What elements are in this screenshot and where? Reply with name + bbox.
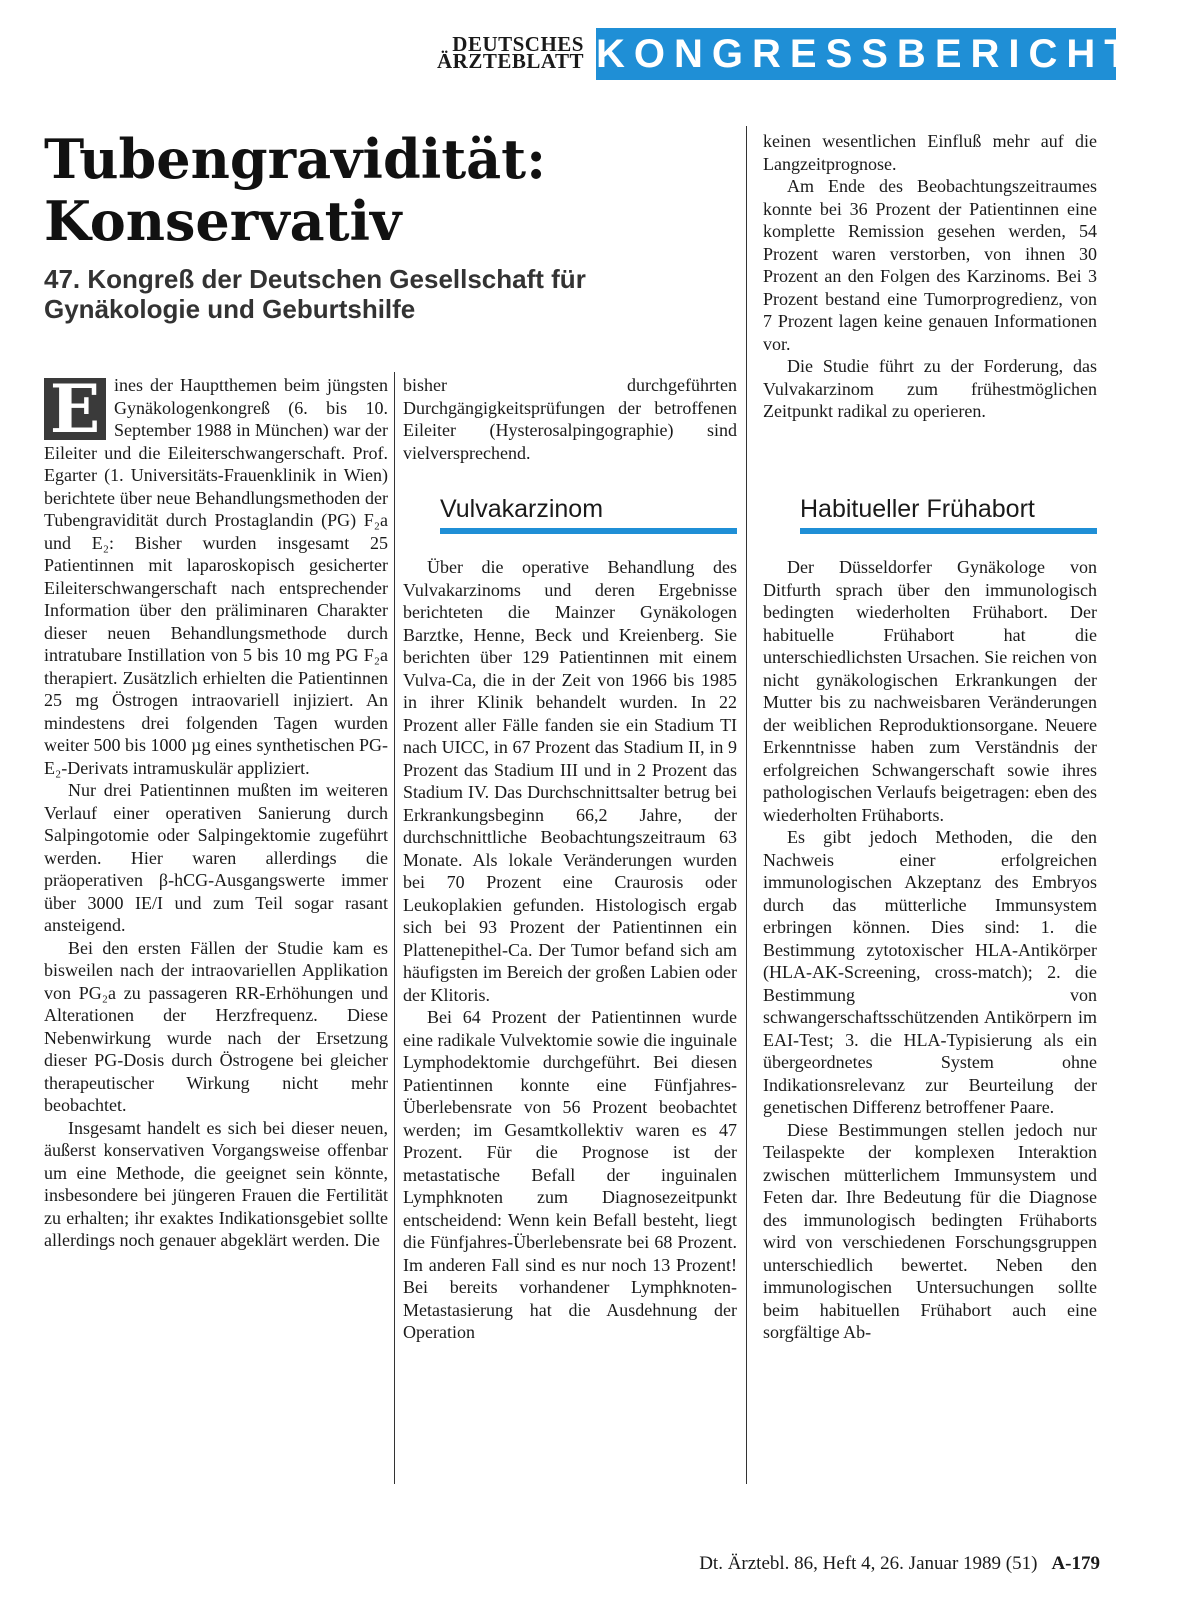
section-banner: KONGRESSBERICHT [596, 28, 1116, 80]
paragraph: ines der Hauptthemen beim jüngsten Gynäkologenkongreß (6. bis 10. September 1988 in München) war der Eileiter und die Eileiterschwangerschaft. Prof. Egarter (1. Universitäts-Frauenklinik in Wien) berichtete über neue Behandlungsmethoden der Tubengravidität durch Prostaglandin (PG) F₂a und E₂: Bisher wurden insgesamt 25 Patientinnen mit laparoskopisch gesicherter Eileiterschwangerschaft nach entsprechender Information über den präliminaren Charakter dieser neuen Behandlungsmethode durch intratubare Instillation von 5 bis 10 mg PG F₂a therapiert. Zusätzlich erhielten die Patientinnen 25 mg Östrogen intraovariell injiziert. An mindestens drei folgenden Tagen wurden weiter 500 bis 1000 µg eines synthetischen PG-E₂-Derivats intramuskulär appliziert. [44, 375, 388, 778]
journal-logo [416, 32, 584, 73]
paragraph: Bei den ersten Fällen der Studie kam es bisweilen nach der intraovariellen Applikation von PG₂a zu passageren RR-Erhöhungen und Alterationen der Herzfrequenz. Diese Nebenwirkung wurde nach der Ersetzung dieser PG-Dosis durch Östrogene bei gleicher therapeutischer Wirkung nicht mehr beobachtet. [44, 937, 388, 1115]
text-column-2-continued [403, 556, 737, 1344]
column-divider-1 [394, 372, 395, 1484]
paragraph: Am Ende des Beobachtungszeitraumes konnte bei 36 Prozent der Patientinnen eine komplette Remission gesehen werden, 54 Prozent waren verstorben, von ihnen 30 Prozent an den Folgen des Karzinoms. Bei 3 Prozent bestand eine Tumorprogredienz, von 7 Prozent lagen keine genauen Informationen vor. [763, 176, 1097, 354]
text-column-3 [763, 130, 1097, 423]
page-number: A-179 [1051, 1553, 1100, 1574]
article-subtitle [44, 264, 724, 324]
title-line-1: Tubengravidität: [44, 127, 547, 191]
paragraph: keinen wesentlichen Einfluß mehr auf die Langzeitprognose. [763, 131, 1097, 174]
paragraph: Es gibt jedoch Methoden, die den Nachweis einer erfolgreichen immunologischen Akzeptanz des Embryos durch das mütterliche Immunsystem erbringen können. Dies sind: 1. die Bestimmung zytotoxischer HLA-Antikörper (HLA-AK-Screening, cross-match); 2. die Bestimmung von schwangerschaftsschützenden Antikörpern im EAI-Test; 3. die HLA-Typisierung als ein übergeordnetes System ohne Indikationsrelevanz zur Beurteilung der genetischen Differenz betroffener Paare. [763, 827, 1097, 1117]
column-divider-2 [746, 126, 747, 1484]
section-heading-vulvakarzinom: Vulvakarzinom [440, 494, 737, 534]
text-column-3-continued [763, 556, 1097, 1344]
page-footer [560, 1552, 1100, 1576]
paragraph: Über die operative Behandlung des Vulvakarzinoms und deren Ergebnisse berichteten die Mainzer Gynäkologen Barztke, Henne, Beck und Kreienberg. Sie berichten über 129 Patientinnen mit einem Vulva-Ca, die in der Zeit von 1966 bis 1985 in ihrer Klinik behandelt wurden. In 22 Prozent aller Fälle fanden sie ein Stadium TI nach UICC, in 67 Prozent das Stadium II, in 9 Prozent das Stadium III und in 2 Prozent das Stadium IV. Das Durchschnittsalter betrug bei Erkrankungsbeginn 66,2 Jahre, der durchschnittliche Beobachtungszeitraum 63 Monate. Als lokale Veränderungen wurden bei 70 Prozent eine Craurosis oder Leukoplakien gefunden. Histologisch ergab sich bei 93 Prozent der Patientinnen ein Plattenepithel-Ca. Der Tumor befand sich am häufigsten im Bereich der großen Labien oder der Klitoris. [403, 557, 737, 1005]
paragraph: bisher durchgeführten Durchgängigkeitsprüfungen der betroffenen Eileiter (Hysterosalpingographie) sind vielversprechend. [403, 375, 737, 463]
paragraph: Die Studie führt zu der Forderung, das Vulvakarzinom zum frühestmöglichen Zeitpunkt radikal zu operieren. [763, 356, 1097, 421]
subtitle-line-2: Gynäkologie und Geburtshilfe [44, 294, 416, 324]
article-title [44, 128, 744, 252]
paragraph: Diese Bestimmungen stellen jedoch nur Teilaspekte der komplexen Interaktion zwischen mütterlichem Immunsystem und Feten dar. Ihre Bedeutung für die Diagnose des immunologisch bedingten Frühaborts wird von verschiedenen Forschungsgruppen unterschiedlich bewertet. Neben den immunologischen Untersuchungen sollte beim habituellen Frühabort auch eine sorgfältige Ab- [763, 1119, 1097, 1342]
citation: Dt. Ärztebl. 86, Heft 4, 26. Januar 1989 (51) [699, 1553, 1038, 1574]
text-column-1 [44, 370, 388, 1252]
logo-line-1: DEUTSCHES [452, 32, 584, 56]
text-column-2 [403, 374, 737, 464]
title-line-2: Konservativ [44, 189, 402, 253]
subtitle-line-1: 47. Kongreß der Deutschen Gesellschaft für [44, 264, 586, 294]
section-heading-habitueller-fruehabort: Habitueller Frühabort [800, 494, 1097, 534]
paragraph: Bei 64 Prozent der Patientinnen wurde eine radikale Vulvektomie sowie die inguinale Lymphodektomie durchgeführt. Bei diesen Patientinnen konnte eine Fünfjahres-Überlebensrate von 56 Prozent beobachtet werden; im Gesamtkollektiv waren es 47 Prozent. Für die Prognose ist der metastatische Befall der inguinalen Lymphknoten zum Diagnosezeitpunkt entscheidend: Wenn kein Befall besteht, liegt die Fünfjahres-Überlebensrate bei 68 Prozent. Im anderen Fall sind es nur noch 13 Prozent! Bei bereits vorhandener Lymphknoten-Metastasierung hat die Ausdehnung der Operation [403, 1007, 737, 1342]
paragraph: Nur drei Patientinnen mußten im weiteren Verlauf einer operativen Sanierung durch Salpingotomie oder Salpingektomie zugeführt werden. Hier waren allerdings die präoperativen β-hCG-Ausgangswerte immer über 3000 IE/I und zum Teil sogar rasant ansteigend. [44, 780, 388, 935]
drop-cap: E [44, 378, 106, 440]
masthead [416, 28, 1138, 80]
paragraph: Insgesamt handelt es sich bei dieser neuen, äußerst konservativen Vorgangsweise offenbar um eine Methode, die geeignet sein könnte, insbesondere bei jüngeren Frauen die Fertilität zu erhalten; ihr exaktes Indikationsgebiet sollte allerdings noch genauer abgeklärt werden. Die [44, 1117, 388, 1250]
logo-line-2: ÄRZTEBLATT [437, 49, 584, 73]
paragraph: Der Düsseldorfer Gynäkologe von Ditfurth sprach über den immunologisch bedingten wiederholten Frühabort. Der habituelle Frühabort hat die unterschiedlichsten Ursachen. Sie reichen von nicht gynäkologischen Erkrankungen der Mutter bis zu nachweisbaren Veränderungen der weiblichen Reproduktionsorgane. Neuere Erkenntnisse haben zum Verständnis der erfolgreichen Schwangerschaft sowie ihres pathologischen Verlaufs beigetragen: eben des wiederholten Frühaborts. [763, 557, 1097, 825]
